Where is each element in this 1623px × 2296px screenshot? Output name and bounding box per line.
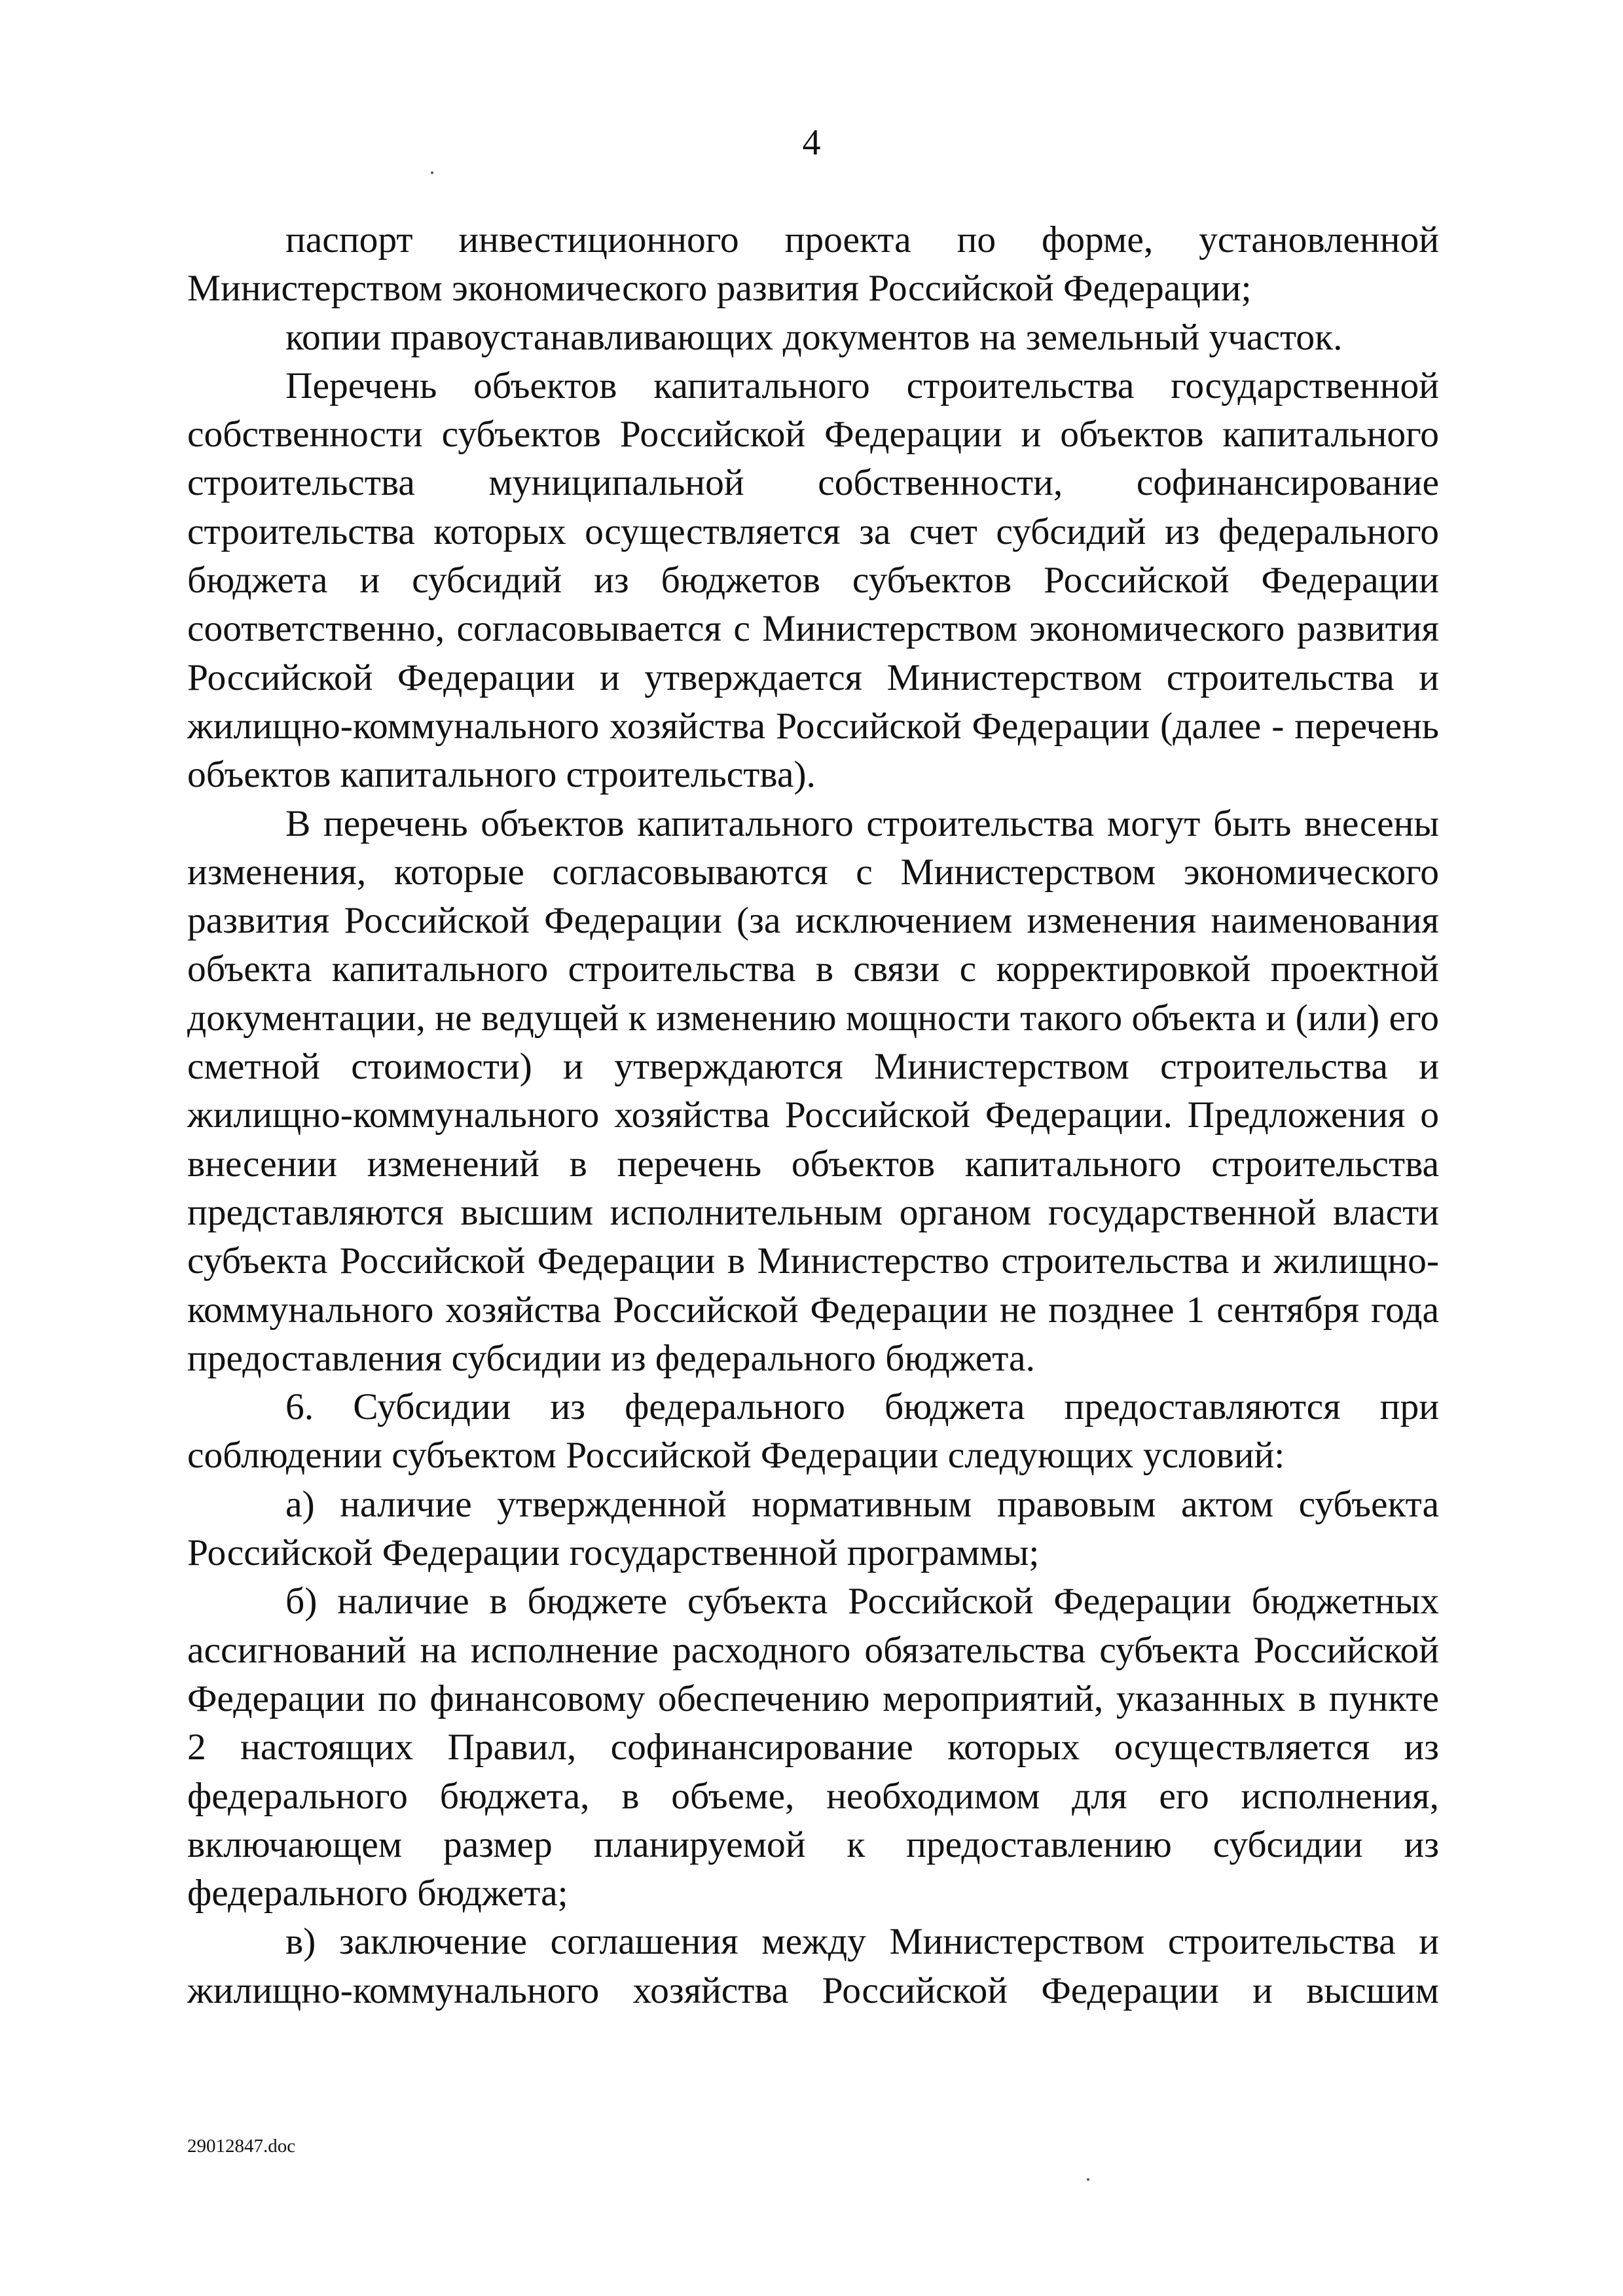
paragraph-condition-c: в) заключение соглашения между Министерством строительства и жилищно-коммунального хозяйства Российской Федерации и высшим	[187, 1921, 1439, 2011]
paragraph-subsidy-conditions: 6. Субсидии из федерального бюджета предоставляются при соблюдении субъектом Российской Федерации следующих условий:	[187, 1386, 1439, 1477]
footer-document-id: 29012847.doc	[187, 2136, 296, 2157]
paragraph-land-documents: копии правоустанавливающих документов на земельный участок.	[285, 316, 1343, 358]
paragraph-list-changes: В перечень объектов капитального строительства могут быть внесены изменения, которые согласовываются с Министерством экономического развития Российской Федерации (за исключением изменения наименования объекта капитального строительства в связи с корректировкой проектной документации, не ведущей к изменению мощности такого объекта и (или) его сметной стоимости) и утверждаются Министерством строительства и жилищно-коммунального хозяйства Российской Федерации. Предложения о внесении изменений в перечень объектов капитального строительства представляются высшим исполнительным органом государственной власти субъекта Российской Федерации в Министерство строительства и жилищно-коммунального хозяйства Российской Федерации не позднее 1 сентября года предоставления субсидии из федерального бюджета.	[187, 802, 1439, 1379]
paragraph-condition-b: б) наличие в бюджете субъекта Российской Федерации бюджетных ассигнований на исполнение расходного обязательства субъекта Российской Федерации по финансовому обеспечению мероприятий, указанных в пункте 2 настоящих Правил, софинансирование которых осуществляется из федерального бюджета, в объеме, необходимом для его исполнения, включающем размер планируемой к предоставлению субсидии из федерального бюджета;	[187, 1581, 1439, 1914]
page-number: 4	[802, 122, 821, 163]
document-body	[187, 216, 1439, 2015]
paragraph-construction-list: Перечень объектов капитального строительства государственной собственности субъектов Российской Федерации и объектов капитального строительства муниципальной собственности, софинансирование строительства которых осуществляется за счет субсидий из федерального бюджета и субсидий из бюджетов субъектов Российской Федерации соответственно, согласовывается с Министерством экономического развития Российской Федерации и утверждается Министерством строительства и жилищно-коммунального хозяйства Российской Федерации (далее - перечень объектов капитального строительства).	[187, 365, 1439, 796]
paragraph-condition-a: а) наличие утвержденной нормативным правовым актом субъекта Российской Федерации государственной программы;	[187, 1483, 1439, 1574]
scan-speck	[431, 171, 433, 174]
paragraph-investment-passport: паспорт инвестиционного проекта по форме, установленной Министерством экономического развития Российской Федерации;	[187, 219, 1439, 310]
scan-speck	[1087, 2178, 1089, 2181]
